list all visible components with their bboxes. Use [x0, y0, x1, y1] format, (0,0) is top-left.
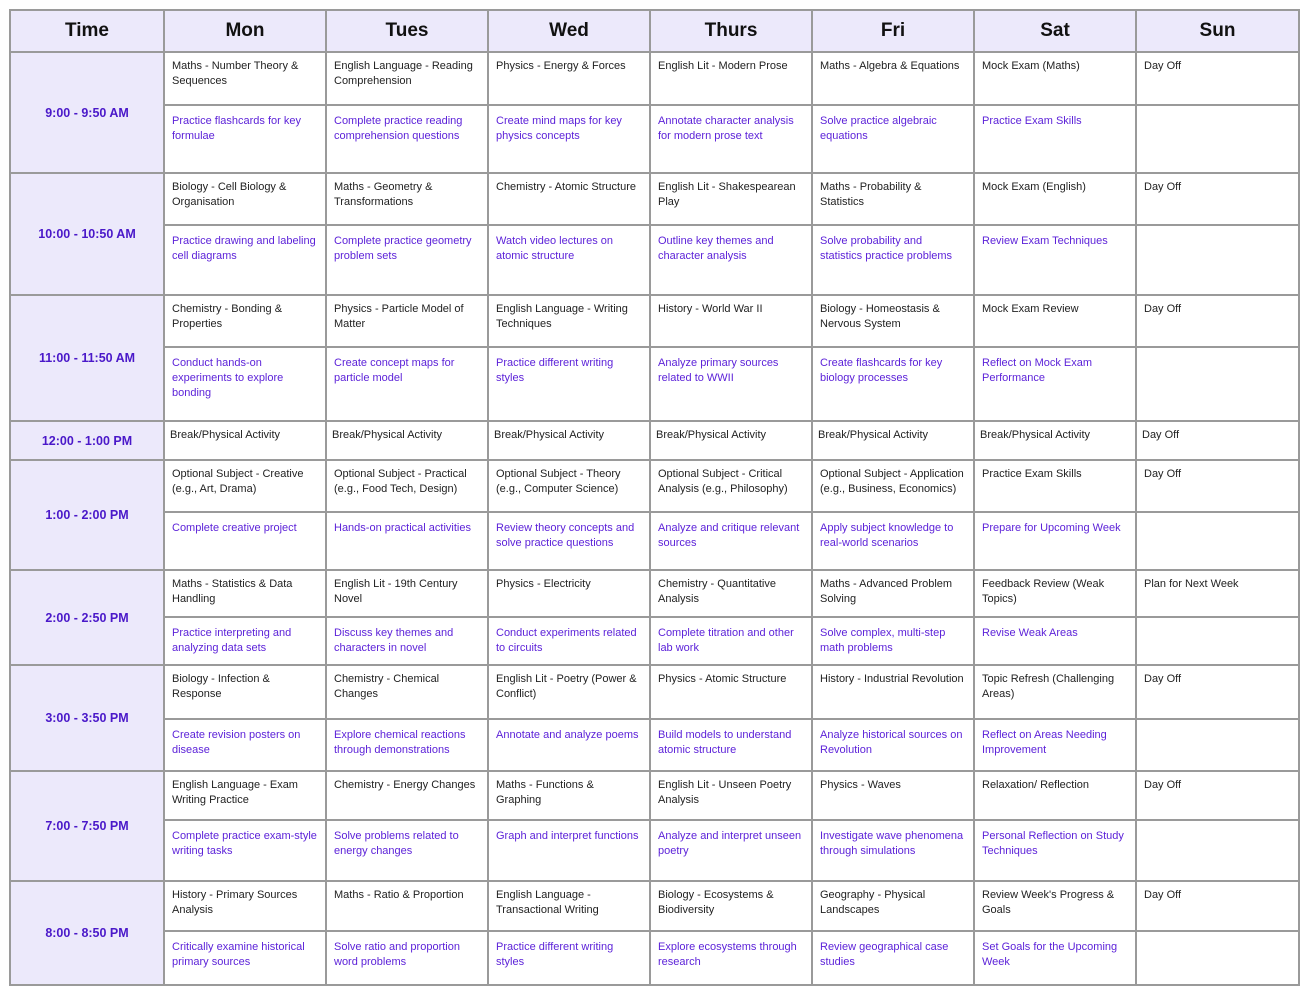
subject-cell-sun: Day Off	[1136, 52, 1299, 105]
time-slot-cell: 1:00 - 2:00 PM	[10, 460, 164, 570]
subject-cell-thurs: Chemistry - Quantitative Analysis	[650, 570, 812, 617]
subject-cell-mon: Chemistry - Bonding & Properties	[164, 295, 326, 347]
subject-cell-thurs: Biology - Ecosystems & Biodiversity	[650, 881, 812, 931]
task-cell-sun	[1136, 225, 1299, 295]
time-slot-cell: 12:00 - 1:00 PM	[10, 421, 164, 460]
subject-cell-wed: Physics - Electricity	[488, 570, 650, 617]
header-fri: Fri	[812, 10, 974, 52]
task-cell-sun	[1136, 347, 1299, 421]
task-cell-mon: Complete practice exam-style writing tasks	[164, 820, 326, 881]
task-cell-sun	[1136, 617, 1299, 665]
subject-cell-tues: English Language - Reading Comprehension	[326, 52, 488, 105]
task-cell-sat: Personal Reflection on Study Techniques	[974, 820, 1136, 881]
task-cell-wed: Conduct experiments related to circuits	[488, 617, 650, 665]
subject-cell-sat: Mock Exam (Maths)	[974, 52, 1136, 105]
slot-row-1	[10, 173, 1299, 225]
header-sat: Sat	[974, 10, 1136, 52]
header-wed: Wed	[488, 10, 650, 52]
header-time: Time	[10, 10, 164, 52]
subject-cell-fri: Maths - Algebra & Equations	[812, 52, 974, 105]
subject-cell-fri: Biology - Homeostasis & Nervous System	[812, 295, 974, 347]
subject-cell-wed: Chemistry - Atomic Structure	[488, 173, 650, 225]
time-slot-cell: 7:00 - 7:50 PM	[10, 771, 164, 881]
task-cell-sun	[1136, 820, 1299, 881]
task-cell-fri: Analyze historical sources on Revolution	[812, 719, 974, 771]
task-cell-mon: Practice flashcards for key formulae	[164, 105, 326, 173]
task-cell-tues: Create concept maps for particle model	[326, 347, 488, 421]
subject-cell-sat: Practice Exam Skills	[974, 460, 1136, 512]
subject-cell-sun: Day Off	[1136, 771, 1299, 820]
break-cell-sat: Break/Physical Activity	[974, 421, 1136, 460]
subject-cell-fri: History - Industrial Revolution	[812, 665, 974, 719]
task-cell-sun	[1136, 719, 1299, 771]
subject-cell-mon: English Language - Exam Writing Practice	[164, 771, 326, 820]
task-row-4	[10, 512, 1299, 570]
task-cell-tues: Hands-on practical activities	[326, 512, 488, 570]
weekly-timetable	[9, 9, 1300, 986]
slot-row-2	[10, 295, 1299, 347]
subject-cell-fri: Physics - Waves	[812, 771, 974, 820]
subject-cell-mon: Biology - Cell Biology & Organisation	[164, 173, 326, 225]
subject-cell-mon: Maths - Number Theory & Sequences	[164, 52, 326, 105]
task-cell-mon: Practice interpreting and analyzing data sets	[164, 617, 326, 665]
slot-row-5	[10, 570, 1299, 617]
subject-cell-sun: Day Off	[1136, 173, 1299, 225]
subject-cell-wed: Physics - Energy & Forces	[488, 52, 650, 105]
time-slot-cell: 8:00 - 8:50 PM	[10, 881, 164, 985]
task-cell-sat: Review Exam Techniques	[974, 225, 1136, 295]
task-row-5	[10, 617, 1299, 665]
subject-cell-wed: Maths - Functions & Graphing	[488, 771, 650, 820]
subject-cell-mon: Biology - Infection & Response	[164, 665, 326, 719]
subject-cell-sun: Day Off	[1136, 295, 1299, 347]
header-tues: Tues	[326, 10, 488, 52]
subject-cell-sat: Mock Exam Review	[974, 295, 1136, 347]
task-cell-tues: Complete practice reading comprehension questions	[326, 105, 488, 173]
subject-cell-fri: Maths - Probability & Statistics	[812, 173, 974, 225]
task-cell-wed: Create mind maps for key physics concepts	[488, 105, 650, 173]
task-cell-wed: Practice different writing styles	[488, 347, 650, 421]
task-cell-fri: Solve complex, multi-step math problems	[812, 617, 974, 665]
task-cell-sat: Set Goals for the Upcoming Week	[974, 931, 1136, 985]
task-row-2	[10, 347, 1299, 421]
task-cell-mon: Complete creative project	[164, 512, 326, 570]
header-row	[10, 10, 1299, 52]
subject-cell-mon: Maths - Statistics & Data Handling	[164, 570, 326, 617]
task-cell-thurs: Outline key themes and character analysis	[650, 225, 812, 295]
task-cell-tues: Explore chemical reactions through demonstrations	[326, 719, 488, 771]
task-cell-sun	[1136, 931, 1299, 985]
task-row-8	[10, 931, 1299, 985]
subject-cell-mon: Optional Subject - Creative (e.g., Art, Drama)	[164, 460, 326, 512]
subject-cell-wed: Optional Subject - Theory (e.g., Computer Science)	[488, 460, 650, 512]
subject-cell-tues: English Lit - 19th Century Novel	[326, 570, 488, 617]
break-cell-mon: Break/Physical Activity	[164, 421, 326, 460]
subject-cell-tues: Chemistry - Chemical Changes	[326, 665, 488, 719]
header-sun: Sun	[1136, 10, 1299, 52]
subject-cell-wed: English Language - Transactional Writing	[488, 881, 650, 931]
subject-cell-fri: Geography - Physical Landscapes	[812, 881, 974, 931]
task-cell-fri: Solve probability and statistics practice problems	[812, 225, 974, 295]
subject-cell-tues: Chemistry - Energy Changes	[326, 771, 488, 820]
break-cell-sun: Day Off	[1136, 421, 1299, 460]
task-cell-fri: Apply subject knowledge to real-world scenarios	[812, 512, 974, 570]
subject-cell-sat: Review Week's Progress & Goals	[974, 881, 1136, 931]
task-cell-fri: Investigate wave phenomena through simulations	[812, 820, 974, 881]
time-slot-cell: 10:00 - 10:50 AM	[10, 173, 164, 295]
subject-cell-sun: Day Off	[1136, 665, 1299, 719]
task-cell-sat: Reflect on Areas Needing Improvement	[974, 719, 1136, 771]
task-cell-thurs: Annotate character analysis for modern prose text	[650, 105, 812, 173]
slot-row-8	[10, 881, 1299, 931]
subject-cell-wed: English Lit - Poetry (Power & Conflict)	[488, 665, 650, 719]
subject-cell-thurs: English Lit - Modern Prose	[650, 52, 812, 105]
subject-cell-tues: Maths - Ratio & Proportion	[326, 881, 488, 931]
subject-cell-thurs: Physics - Atomic Structure	[650, 665, 812, 719]
task-cell-wed: Graph and interpret functions	[488, 820, 650, 881]
task-cell-wed: Annotate and analyze poems	[488, 719, 650, 771]
subject-cell-thurs: History - World War II	[650, 295, 812, 347]
task-row-6	[10, 719, 1299, 771]
time-slot-cell: 9:00 - 9:50 AM	[10, 52, 164, 173]
subject-cell-sun: Day Off	[1136, 460, 1299, 512]
subject-cell-tues: Optional Subject - Practical (e.g., Food Tech, Design)	[326, 460, 488, 512]
task-cell-sat: Prepare for Upcoming Week	[974, 512, 1136, 570]
task-cell-tues: Discuss key themes and characters in novel	[326, 617, 488, 665]
task-cell-sun	[1136, 512, 1299, 570]
subject-cell-sat: Mock Exam (English)	[974, 173, 1136, 225]
task-cell-sat: Revise Weak Areas	[974, 617, 1136, 665]
task-cell-thurs: Explore ecosystems through research	[650, 931, 812, 985]
task-cell-mon: Critically examine historical primary sources	[164, 931, 326, 985]
subject-cell-thurs: English Lit - Shakespearean Play	[650, 173, 812, 225]
task-cell-wed: Practice different writing styles	[488, 931, 650, 985]
slot-row-7	[10, 771, 1299, 820]
task-cell-sun	[1136, 105, 1299, 173]
slot-row-4	[10, 460, 1299, 512]
task-cell-thurs: Analyze and interpret unseen poetry	[650, 820, 812, 881]
task-cell-thurs: Analyze primary sources related to WWII	[650, 347, 812, 421]
subject-cell-thurs: Optional Subject - Critical Analysis (e.g., Philosophy)	[650, 460, 812, 512]
subject-cell-thurs: English Lit - Unseen Poetry Analysis	[650, 771, 812, 820]
header-thurs: Thurs	[650, 10, 812, 52]
break-cell-wed: Break/Physical Activity	[488, 421, 650, 460]
task-cell-sat: Practice Exam Skills	[974, 105, 1136, 173]
subject-cell-tues: Physics - Particle Model of Matter	[326, 295, 488, 347]
time-slot-cell: 11:00 - 11:50 AM	[10, 295, 164, 421]
task-cell-mon: Conduct hands-on experiments to explore bonding	[164, 347, 326, 421]
task-cell-thurs: Build models to understand atomic structure	[650, 719, 812, 771]
time-slot-cell: 3:00 - 3:50 PM	[10, 665, 164, 771]
task-cell-wed: Watch video lectures on atomic structure	[488, 225, 650, 295]
subject-cell-wed: English Language - Writing Techniques	[488, 295, 650, 347]
task-row-1	[10, 225, 1299, 295]
task-cell-sat: Reflect on Mock Exam Performance	[974, 347, 1136, 421]
subject-cell-sat: Feedback Review (Weak Topics)	[974, 570, 1136, 617]
break-cell-tues: Break/Physical Activity	[326, 421, 488, 460]
subject-cell-sat: Relaxation/ Reflection	[974, 771, 1136, 820]
break-cell-thurs: Break/Physical Activity	[650, 421, 812, 460]
time-slot-cell: 2:00 - 2:50 PM	[10, 570, 164, 665]
task-cell-fri: Solve practice algebraic equations	[812, 105, 974, 173]
task-cell-thurs: Analyze and critique relevant sources	[650, 512, 812, 570]
slot-row-3	[10, 421, 1299, 460]
break-cell-fri: Break/Physical Activity	[812, 421, 974, 460]
task-row-7	[10, 820, 1299, 881]
subject-cell-fri: Optional Subject - Application (e.g., Business, Economics)	[812, 460, 974, 512]
subject-cell-fri: Maths - Advanced Problem Solving	[812, 570, 974, 617]
subject-cell-tues: Maths - Geometry & Transformations	[326, 173, 488, 225]
task-cell-wed: Review theory concepts and solve practice questions	[488, 512, 650, 570]
slot-row-0	[10, 52, 1299, 105]
task-cell-tues: Complete practice geometry problem sets	[326, 225, 488, 295]
header-mon: Mon	[164, 10, 326, 52]
task-cell-fri: Review geographical case studies	[812, 931, 974, 985]
subject-cell-mon: History - Primary Sources Analysis	[164, 881, 326, 931]
task-cell-thurs: Complete titration and other lab work	[650, 617, 812, 665]
subject-cell-sun: Plan for Next Week	[1136, 570, 1299, 617]
task-cell-fri: Create flashcards for key biology processes	[812, 347, 974, 421]
task-row-0	[10, 105, 1299, 173]
task-cell-tues: Solve problems related to energy changes	[326, 820, 488, 881]
subject-cell-sun: Day Off	[1136, 881, 1299, 931]
slot-row-6	[10, 665, 1299, 719]
subject-cell-sat: Topic Refresh (Challenging Areas)	[974, 665, 1136, 719]
task-cell-mon: Practice drawing and labeling cell diagrams	[164, 225, 326, 295]
task-cell-tues: Solve ratio and proportion word problems	[326, 931, 488, 985]
task-cell-mon: Create revision posters on disease	[164, 719, 326, 771]
